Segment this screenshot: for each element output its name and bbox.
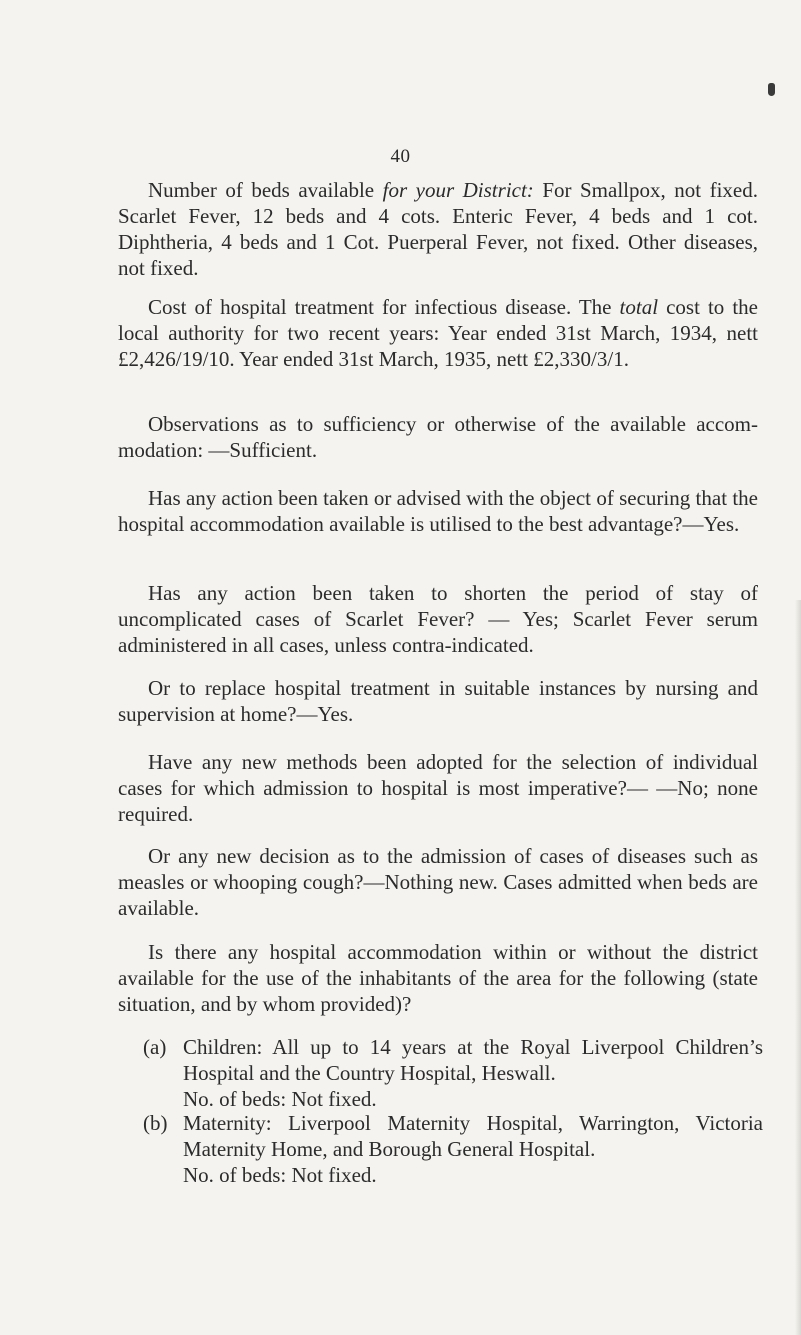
item-text: Children: All up to 14 years at the Royal Liverpool Children’s Hospital and the Country Hospital, Heswall. bbox=[183, 1034, 763, 1085]
cost-text-start: Cost of hospital treatment for infectious disease. The bbox=[148, 295, 620, 320]
paragraph-sufficiency: Observations as to sufficiency or otherwise of the available accommodation: —Sufficient. bbox=[118, 411, 758, 462]
page-edge-shadow bbox=[795, 600, 801, 1335]
page-number: 40 bbox=[390, 146, 411, 167]
paragraph-selection-methods: Have any new methods been adopted for the selection of individual cases for which admission to hospital is most imperative?— —No; none required. bbox=[118, 749, 758, 826]
beds-text-emphasis: for your District: bbox=[382, 178, 534, 202]
beds-text-end: For Smallpox, not fixed. Scarlet Fever, 12 beds and 4 cots. Enteric Fever, 4 beds and 1 cot. Diphtheria, 4 beds and 1 Cot. Puerperal Fever, not fixed. Other diseases, not fixed. bbox=[118, 178, 758, 280]
list-item-children bbox=[143, 1034, 763, 1112]
beds-text-start: Number of beds available bbox=[148, 178, 383, 202]
cost-text-emphasis: total bbox=[619, 295, 659, 320]
paragraph-scarlet-fever-stay: Has any action been taken to shorten the period of stay of uncomplicated cases of Scarlet Fever? — Yes; Scarlet Fever serum administered in all cases, unless contra-indicated. bbox=[118, 581, 758, 658]
paragraph-accommodation-question: Is there any hospital accommodation within or without the district available for the use of the inhabitants of the area for the following (state situation, and by whom provided)? bbox=[118, 939, 758, 1016]
item-beds: No. of beds: Not fixed. bbox=[183, 1163, 377, 1187]
paragraph-home-nursing: Or to replace hospital treatment in suitable instances by nursing and supervision at home?—Yes. bbox=[118, 675, 758, 726]
item-label: (a) bbox=[143, 1034, 167, 1059]
paragraph-beds-available bbox=[118, 177, 758, 281]
paragraph-utilisation: Has any action been taken or advised with the object of securing that the hospital accommodation available is utilised to the best advantage?—Yes. bbox=[118, 485, 758, 536]
item-beds: No. of beds: Not fixed. bbox=[183, 1086, 377, 1111]
item-label: (b) bbox=[143, 1111, 168, 1135]
paragraph-admission-decision: Or any new decision as to the admission of cases of diseases such as measles or whooping cough?—Nothing new. Cases admitted when beds are available. bbox=[118, 844, 758, 921]
paragraph-hospital-cost bbox=[118, 294, 758, 372]
ink-mark bbox=[768, 83, 775, 96]
list-item-maternity bbox=[143, 1110, 763, 1188]
cost-text-end: cost to the local authority for two recent years: Year ended 31st March, 1934, nett £2,426/19/10. Year ended 31st March, 1935, nett £2,330/3/1. bbox=[118, 295, 758, 372]
item-text: Maternity: Liverpool Maternity Hospital, Warrington, Victoria Maternity Home, and Borough General Hospital. bbox=[183, 1111, 763, 1161]
